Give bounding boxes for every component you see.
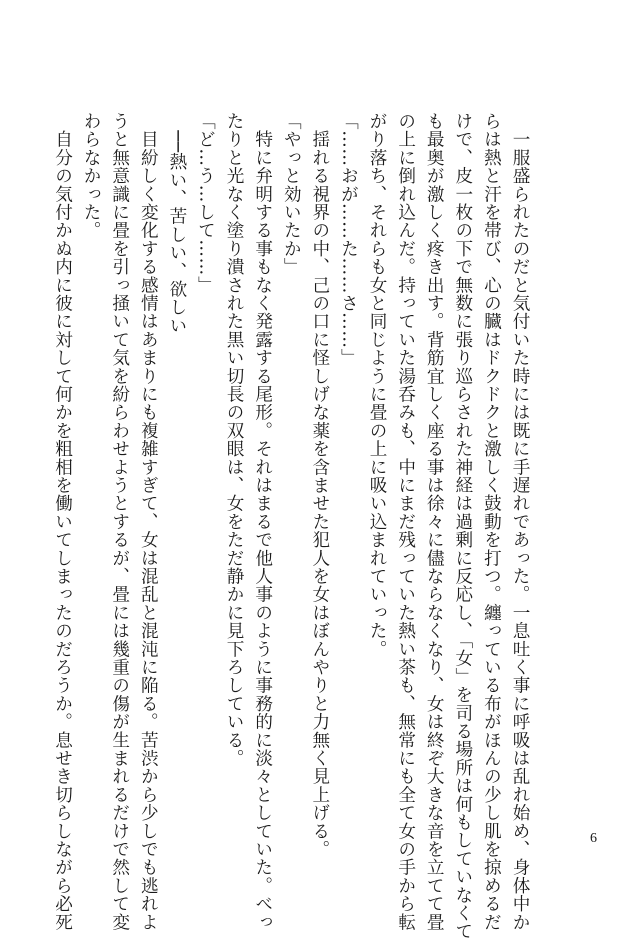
text-line: も最奥が激しく疼き出す。背筋宜しく座る事は徐々に儘ならなくなり、女は終ぞ大きな音を立てて畳 [424,112,445,931]
text-line: らは熱と汗を帯び、心の臓はドクドクと激しく鼓動を打つ。纏っている布がほんの少し肌を掠めるだ [481,112,502,931]
text-line: わらなかった。 [81,112,102,240]
vertical-text-body [52,112,534,940]
text-line: うと無意識に畳を引っ掻いて気を紛らわせようとするが、畳には幾重の傷が生まれるだけで然して変 [109,112,130,931]
text-line: 特に弁明する事もなく発露する尾形。それはまるで他人事のように事務的に淡々としていた。べっ [252,112,273,931]
page-number: 6 [590,831,597,846]
text-line: 「やっと効いたか」 [281,112,302,276]
text-line: 目紛しく変化する感情はあまりにも複雑すぎて、女は混乱と混沌に陥る。苦渋から少しでも逃れよ [138,112,159,931]
text-line: 「ど…う…して……」 [195,112,216,294]
text-line: 揺れる視界の中、己の口に怪しげな薬を含ませた犯人を女はぼんやりと力無く見上げる。 [309,112,330,859]
text-line: ──熱い、苦しい、欲しい [166,112,187,335]
text-line: 「……おが……た……さ……」 [338,112,359,367]
text-line: 自分の気付かぬ内に彼に対して何かを粗相を働いてしまったのだろうか。息せき切らしながら必死 [52,112,73,931]
text-line: の上に倒れ込んだ。持っていた湯呑みも、中にまだ残っていた熱い茶も、無常にも全て女の手から転 [395,112,416,931]
text-line: がり落ち、それらも女と同じように畳の上に吸い込まれていった。 [367,112,388,658]
text-line: けで、皮一枚の下で無数に張り巡らされた神経は過剰に反応し、「女」を司る場所は何もしていなくて [452,112,473,940]
text-line: たりと光なく塗り潰された黒い切長の双眼は、女をただ静かに見下ろしている。 [224,112,245,768]
text-line: 一服盛られたのだと気付いた時には既に手遅れであった。一息吐く事に呼吸は乱れ始め、身体中か [510,112,530,931]
